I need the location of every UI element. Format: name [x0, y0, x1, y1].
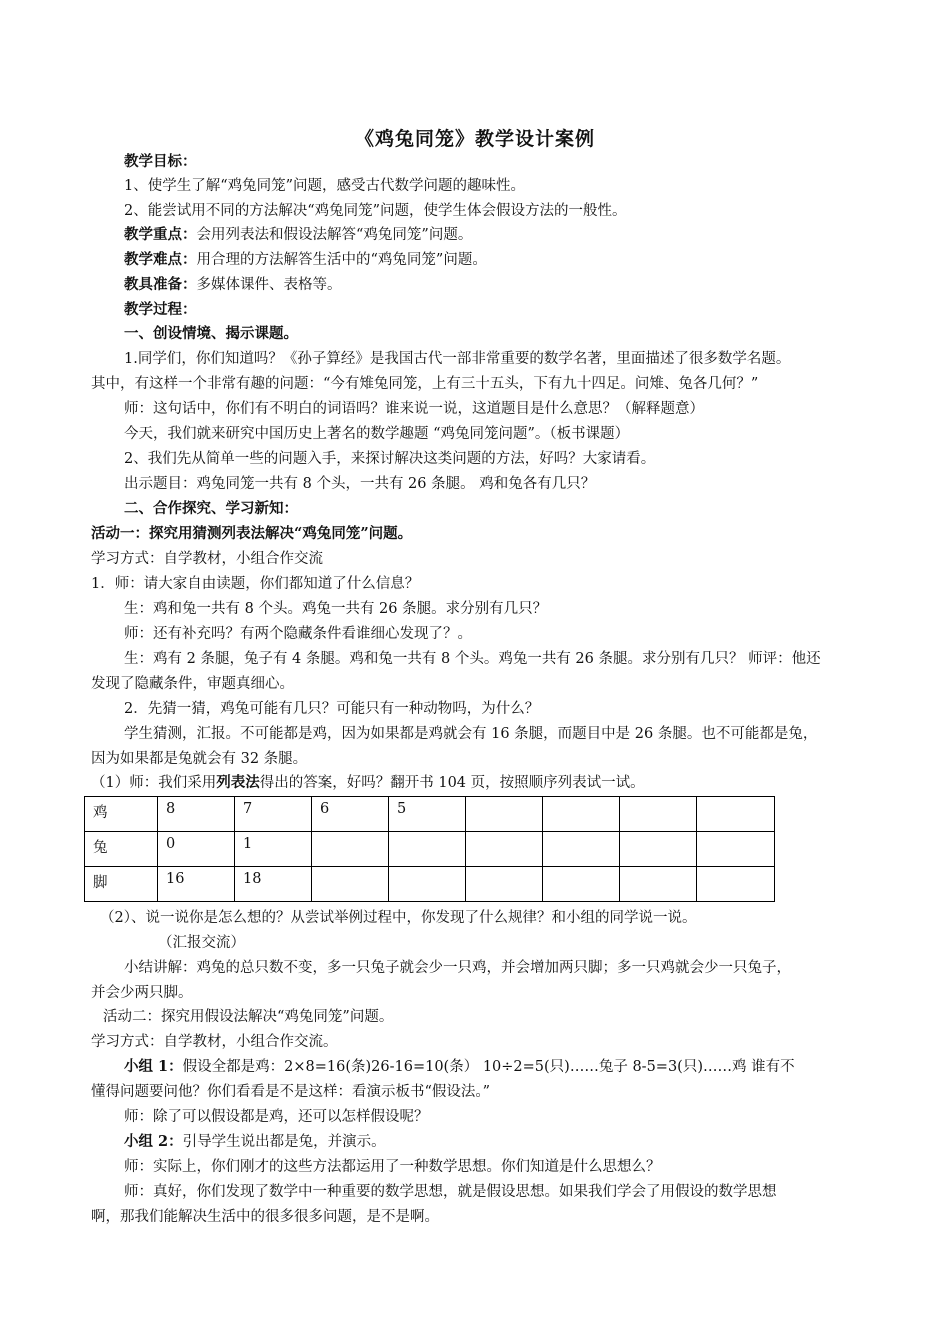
table-cell: 1 — [235, 832, 312, 867]
table-cell — [466, 797, 543, 832]
goals-heading: 教学目标： — [124, 153, 197, 170]
table-cell: 鸡 — [85, 797, 158, 832]
difficult-point — [124, 248, 487, 272]
table-cell — [620, 832, 697, 867]
table-cell — [697, 867, 775, 902]
document-title: 《鸡兔同笼》教学设计案例 — [354, 128, 595, 150]
table-cell: 6 — [312, 797, 389, 832]
activity-1-mode: 学习方式：自学教材，小组合作交流 — [91, 551, 323, 567]
goal-2: 2、能尝试用不同的方法解决“鸡兔同笼”问题，使学生体会假设方法的一般性。 — [124, 203, 627, 219]
question-2: 师：还有补充吗？有两个隐藏条件看谁细心发现了？。 — [124, 626, 472, 642]
table-cell: 16 — [158, 867, 235, 902]
table-cell — [312, 867, 389, 902]
activity-2-mode: 学习方式：自学教材，小组合作交流。 — [91, 1034, 338, 1050]
group-1-line-b: 懂得问题要问他？你们看看是不是这样：看演示板书“假设法。” — [91, 1084, 491, 1100]
answer-2a: 生：鸡有 2 条腿，兔子有 4 条腿。鸡和兔一共有 8 个头。鸡兔一共有 26 条腿。求分别有几只？ 师评：他还 — [124, 651, 821, 667]
teaching-tools-label: 教具准备： — [124, 276, 197, 293]
list-method-line — [91, 771, 645, 795]
table-cell: 脚 — [85, 867, 158, 902]
group-1-line-a — [124, 1055, 795, 1079]
table-row — [85, 867, 775, 902]
section-1-para-2: 师：这句话中，你们有不明白的词语吗？谁来说一说，这道题目是什么意思？（解释题意） — [124, 401, 704, 417]
table-cell — [466, 832, 543, 867]
teacher-line-2b: 啊，那我们能解决生活中的很多很多问题，是不是啊。 — [91, 1209, 439, 1225]
goal-1: 1、使学生了解“鸡兔同笼”问题，感受古代数学问题的趣味性。 — [124, 178, 526, 194]
group-1-text: 假设全都是鸡：2×8=16(条)26-16=10(条） 10÷2=5(只)……兔子 8-5=3(只)……鸡 谁有不 — [182, 1059, 795, 1075]
teacher-line-1: 师：实际上，你们刚才的这些方法都运用了一种数学思想。你们知道是什么思想么？ — [124, 1159, 661, 1175]
table-cell — [697, 797, 775, 832]
table-cell — [312, 832, 389, 867]
difficult-point-label: 教学难点： — [124, 251, 197, 268]
guess-list-table — [84, 796, 775, 902]
section-1-para-3: 今天，我们就来研究中国历史上著名的数学趣题 “鸡兔同笼问题”。（板书课题） — [124, 426, 630, 442]
difficult-point-text: 用合理的方法解答生活中的“鸡兔同笼”问题。 — [196, 252, 487, 268]
question-1: 1．师：请大家自由读题，你们都知道了什么信息？ — [91, 576, 420, 592]
group-2-text: 引导学生说出都是兔，并演示。 — [182, 1134, 386, 1150]
table-row — [85, 832, 775, 867]
answer-3b: 因为如果都是兔就会有 32 条腿。 — [91, 751, 308, 767]
table-cell: 5 — [389, 797, 466, 832]
process-heading: 教学过程： — [124, 301, 197, 318]
list-method-bold: 列表法 — [216, 774, 260, 791]
answer-3a: 学生猜测，汇报。不可能都是鸡，因为如果都是鸡就会有 16 条腿，而题目中是 26 条腿。也不可能都是兔， — [124, 726, 818, 742]
key-point-label: 教学重点： — [124, 226, 197, 243]
teacher-line-2a: 师：真好，你们发现了数学中一种重要的数学思想，就是假设思想。如果我们学会了用假设的数学思想 — [124, 1184, 777, 1200]
group-1-label: 小组 1： — [124, 1058, 183, 1075]
table-cell — [543, 832, 620, 867]
list-method-pre: （1）师：我们采用 — [91, 775, 217, 791]
table-cell: 0 — [158, 832, 235, 867]
discussion-prompt: （2）、说一说你是怎么想的？从尝试举例过程中，你发现了什么规律？和小组的同学说一说。 — [100, 910, 697, 926]
table-cell — [697, 832, 775, 867]
section-1-heading: 一、创设情境、揭示课题。 — [124, 325, 298, 342]
question-3: 2．先猜一猜，鸡兔可能有几只？可能只有一种动物吗，为什么？ — [124, 701, 540, 717]
table-cell: 7 — [235, 797, 312, 832]
table-cell — [389, 867, 466, 902]
list-method-post: 得出的答案，好吗？翻开书 104 页，按照顺序列表试一试。 — [259, 775, 645, 791]
group-2-line — [124, 1130, 386, 1154]
table-cell — [620, 797, 697, 832]
table-row — [85, 797, 775, 832]
table-cell: 18 — [235, 867, 312, 902]
answer-1: 生：鸡和兔一共有 8 个头。鸡兔一共有 26 条腿。求分别有几只？ — [124, 601, 548, 617]
table-cell — [389, 832, 466, 867]
teaching-tools — [124, 273, 342, 297]
section-1-para-5: 出示题目：鸡兔同笼一共有 8 个头，一共有 26 条腿。 鸡和兔各有几只？ — [124, 476, 596, 492]
table-cell: 8 — [158, 797, 235, 832]
report-note: （汇报交流） — [158, 935, 245, 951]
section-2-heading: 二、合作探究、学习新知： — [124, 500, 298, 517]
summary-a: 小结讲解：鸡兔的总只数不变，多一只兔子就会少一只鸡，并会增加两只脚；多一只鸡就会少一只兔子， — [124, 960, 791, 976]
table-cell — [543, 797, 620, 832]
teaching-tools-text: 多媒体课件、表格等。 — [196, 277, 342, 293]
section-1-para-1a: 1.同学们，你们知道吗？《孙子算经》是我国古代一部非常重要的数学名著，里面描述了很多数学名题。 — [124, 351, 791, 367]
group-2-label: 小组 2： — [124, 1133, 183, 1150]
table-cell: 兔 — [85, 832, 158, 867]
section-1-para-4: 2、我们先从简单一些的问题入手，来探讨解决这类问题的方法，好吗？大家请看。 — [124, 451, 656, 467]
table-cell — [543, 867, 620, 902]
answer-2b: 发现了隐藏条件，审题真细心。 — [91, 676, 294, 692]
activity-2-heading: 活动二：探究用假设法解决“鸡兔同笼”问题。 — [103, 1009, 394, 1025]
summary-b: 并会少两只脚。 — [91, 985, 193, 1001]
activity-1-heading: 活动一：探究用猜测列表法解决“鸡兔同笼”问题。 — [91, 525, 413, 542]
section-1-para-1b: 其中，有这样一个非常有趣的问题：“今有雉兔同笼，上有三十五头，下有九十四足。问雉、兔各几何？” — [91, 376, 759, 392]
key-point-text: 会用列表法和假设法解答“鸡兔同笼”问题。 — [196, 227, 473, 243]
teacher-question: 师：除了可以假设都是鸡，还可以怎样假设呢？ — [124, 1109, 429, 1125]
key-point — [124, 223, 472, 247]
table-cell — [620, 867, 697, 902]
table-cell — [466, 867, 543, 902]
